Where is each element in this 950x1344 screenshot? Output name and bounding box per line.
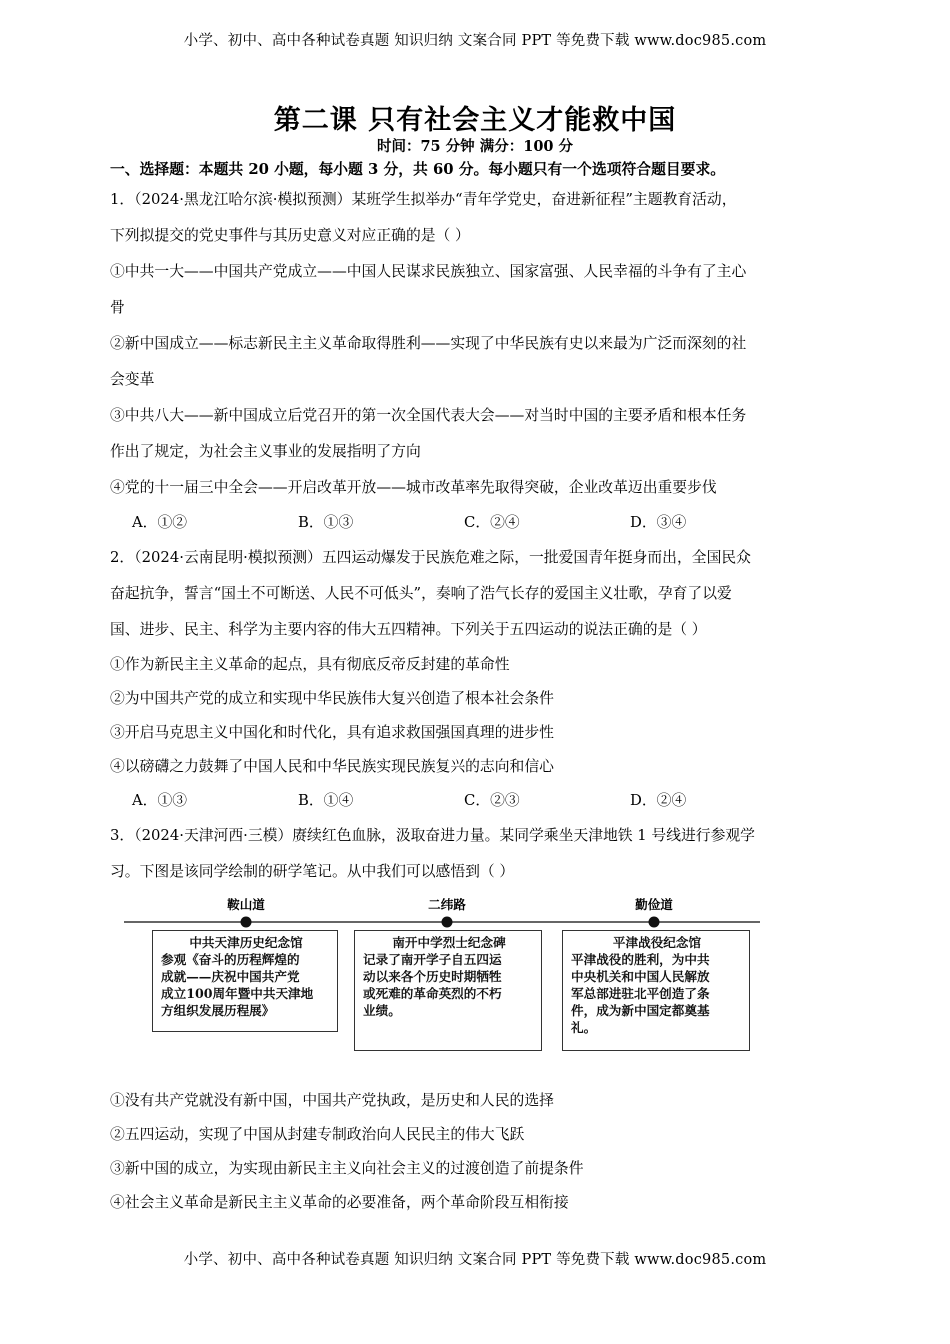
question-stem: 习。下图是该同学绘制的研学笔记。从中我们可以感悟到（ ） <box>110 863 515 880</box>
option-d[interactable]: D．②④ <box>630 792 687 809</box>
question-stem: 国、进步、民主、科学为主要内容的伟大五四精神。下列关于五四运动的说法正确的是（ ） <box>110 621 707 638</box>
option-c[interactable]: C．②④ <box>464 514 520 531</box>
note-line: 记录了南开学子自五四运 <box>363 952 502 967</box>
page-header: 小学、初中、高中各种试卷真题 知识归纳 文案合同 PPT 等免费下载 www.doc985.com <box>183 33 767 49</box>
statement-item: ①作为新民主主义革命的起点，具有彻底反帝反封建的革命性 <box>110 656 510 673</box>
statement-item: ③中共八大——新中国成立后党召开的第一次全国代表大会——对当时中国的主要矛盾和根本任务 <box>110 407 747 424</box>
station-dot <box>649 917 660 928</box>
note-line: 成立100周年暨中共天津地 <box>161 986 314 1001</box>
statement-item: ④以磅礴之力鼓舞了中国人民和中华民族实现民族复兴的志向和信心 <box>110 758 554 775</box>
note-line: 方组织发展历程展》 <box>161 1003 275 1018</box>
option-b[interactable]: B．①③ <box>298 514 354 531</box>
statement-item: 作出了规定，为社会主义事业的发展指明了方向 <box>110 443 421 460</box>
question-stem: 1．（2024·黑龙江哈尔滨·模拟预测）某班学生拟举办“青年学党史，奋进新征程”主题教育活动， <box>110 191 737 208</box>
note-line: 成就——庆祝中国共产党 <box>161 969 300 984</box>
option-a[interactable]: A．①③ <box>132 792 188 809</box>
station-dot <box>442 917 453 928</box>
question-1 <box>110 182 838 540</box>
statement-item: 会变革 <box>110 371 155 388</box>
note-line: 业绩。 <box>363 1003 401 1018</box>
note-line: 军总部进驻北平创造了条 <box>571 986 710 1001</box>
station-label: 勤俭道 <box>635 897 673 912</box>
note-line: 参观《奋斗的历程辉煌的 <box>161 952 300 967</box>
statement-item: ③开启马克思主义中国化和时代化，具有追求救国强国真理的进步性 <box>110 724 554 741</box>
note-box-title: 南开中学烈士纪念碑 <box>392 935 506 950</box>
option-b[interactable]: B．①④ <box>298 792 354 809</box>
station-label: 二纬路 <box>428 897 466 912</box>
question-stem: 2．（2024·云南昆明·模拟预测）五四运动爆发于民族危难之际，一批爱国青年挺身而出，全国民众 <box>110 549 751 566</box>
note-line: 中央机关和中国人民解放 <box>571 969 710 984</box>
answer-options <box>110 506 838 540</box>
option-d[interactable]: D．③④ <box>630 514 687 531</box>
statement-item: ①没有共产党就没有新中国，中国共产党执政，是历史和人民的选择 <box>110 1092 554 1109</box>
statement-item: ①中共一大——中国共产党成立——中国人民谋求民族独立、国家富强、人民幸福的斗争有了主心 <box>110 263 747 280</box>
note-box-title: 中共天津历史纪念馆 <box>189 935 303 950</box>
statement-item: 骨 <box>110 299 125 316</box>
statement-item: ③新中国的成立，为实现由新民主主义向社会主义的过渡创造了前提条件 <box>110 1160 584 1177</box>
note-line: 平津战役的胜利，为中共 <box>571 952 710 967</box>
note-box <box>562 930 750 1051</box>
study-notes-figure <box>110 894 838 1072</box>
option-a[interactable]: A．①② <box>132 514 188 531</box>
note-line: 礼。 <box>571 1020 597 1035</box>
note-box-title: 平津战役纪念馆 <box>612 935 702 950</box>
note-box <box>354 930 542 1051</box>
answer-options <box>110 784 838 818</box>
page-footer: 小学、初中、高中各种试卷真题 知识归纳 文案合同 PPT 等免费下载 www.doc985.com <box>183 1252 767 1268</box>
note-box <box>152 930 338 1032</box>
note-line: 或死难的革命英烈的不朽 <box>363 986 502 1001</box>
statement-item: ④党的十一届三中全会——开启改革开放——城市改革率先取得突破，企业改革迈出重要步伐 <box>110 479 717 496</box>
question-3 <box>110 818 838 1220</box>
option-c[interactable]: C．②③ <box>464 792 520 809</box>
exam-info: 时间：75 分钟 满分：100 分 <box>376 138 574 155</box>
section-heading: 一、选择题：本题共 20 小题，每小题 3 分，共 60 分。每小题只有一个选项符合题目要求。 <box>110 161 726 178</box>
question-stem: 奋起抗争，誓言“国土不可断送、人民不可低头”，奏响了浩气长存的爱国主义壮歌，孕育了以爱 <box>110 585 732 602</box>
question-2 <box>110 540 838 818</box>
note-line: 动以来各个历史时期牺牲 <box>363 969 502 984</box>
question-stem: 3．（2024·天津河西·三模）赓续红色血脉，汲取奋进力量。某同学乘坐天津地铁 1 号线进行参观学 <box>110 827 755 844</box>
station-dot <box>241 917 252 928</box>
statement-item: ②为中国共产党的成立和实现中华民族伟大复兴创造了根本社会条件 <box>110 690 554 707</box>
statement-item: ②五四运动，实现了中国从封建专制政治向人民民主的伟大飞跃 <box>110 1126 525 1143</box>
statement-item: ②新中国成立——标志新民主主义革命取得胜利——实现了中华民族有史以来最为广泛而深刻的社 <box>110 335 747 352</box>
exam-content <box>110 158 838 1220</box>
page-title: 第二课 只有社会主义才能救中国 <box>273 105 677 136</box>
note-line: 件，成为新中国定都奠基 <box>571 1003 710 1018</box>
question-stem: 下列拟提交的党史事件与其历史意义对应正确的是（ ） <box>110 227 470 244</box>
station-label: 鞍山道 <box>227 897 265 912</box>
statement-item: ④社会主义革命是新民主主义革命的必要准备，两个革命阶段互相衔接 <box>110 1194 569 1211</box>
